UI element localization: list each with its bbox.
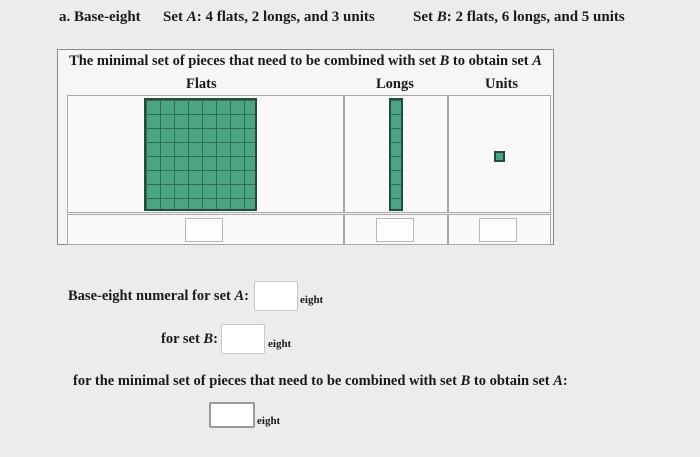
minimal-set-numeral-label: for the minimal set of pieces that need to be combined with set B to obtain set A: <box>73 373 568 389</box>
part-label: a. Base-eight <box>59 9 141 25</box>
column-header-longs: Longs <box>376 76 414 92</box>
base-subscript: eight <box>257 415 281 427</box>
set-a-numeral-label: Base-eight numeral for set A: <box>68 288 249 304</box>
unit-block-icon <box>494 151 505 162</box>
flat-block-icon <box>144 98 257 211</box>
base-subscript: eight <box>300 294 324 306</box>
column-header-flats: Flats <box>186 76 217 92</box>
long-block-icon <box>389 98 403 211</box>
pieces-table <box>57 49 554 245</box>
longs-answer-input[interactable] <box>376 218 414 242</box>
set-b-numeral-input[interactable] <box>221 324 265 354</box>
table-caption: The minimal set of pieces that need to be combined with set B to obtain set A <box>69 53 542 69</box>
set-a-description: Set A: 4 flats, 2 longs, and 3 units <box>163 9 375 25</box>
set-b-description: Set B: 2 flats, 6 longs, and 5 units <box>413 9 625 25</box>
set-a-numeral-input[interactable] <box>254 281 298 311</box>
flats-answer-input[interactable] <box>185 218 223 242</box>
column-header-units: Units <box>485 76 519 92</box>
units-answer-input[interactable] <box>479 218 517 242</box>
minimal-set-numeral-input[interactable] <box>209 402 255 428</box>
set-b-numeral-label: for set B: <box>161 331 218 347</box>
base-subscript: eight <box>268 338 292 350</box>
